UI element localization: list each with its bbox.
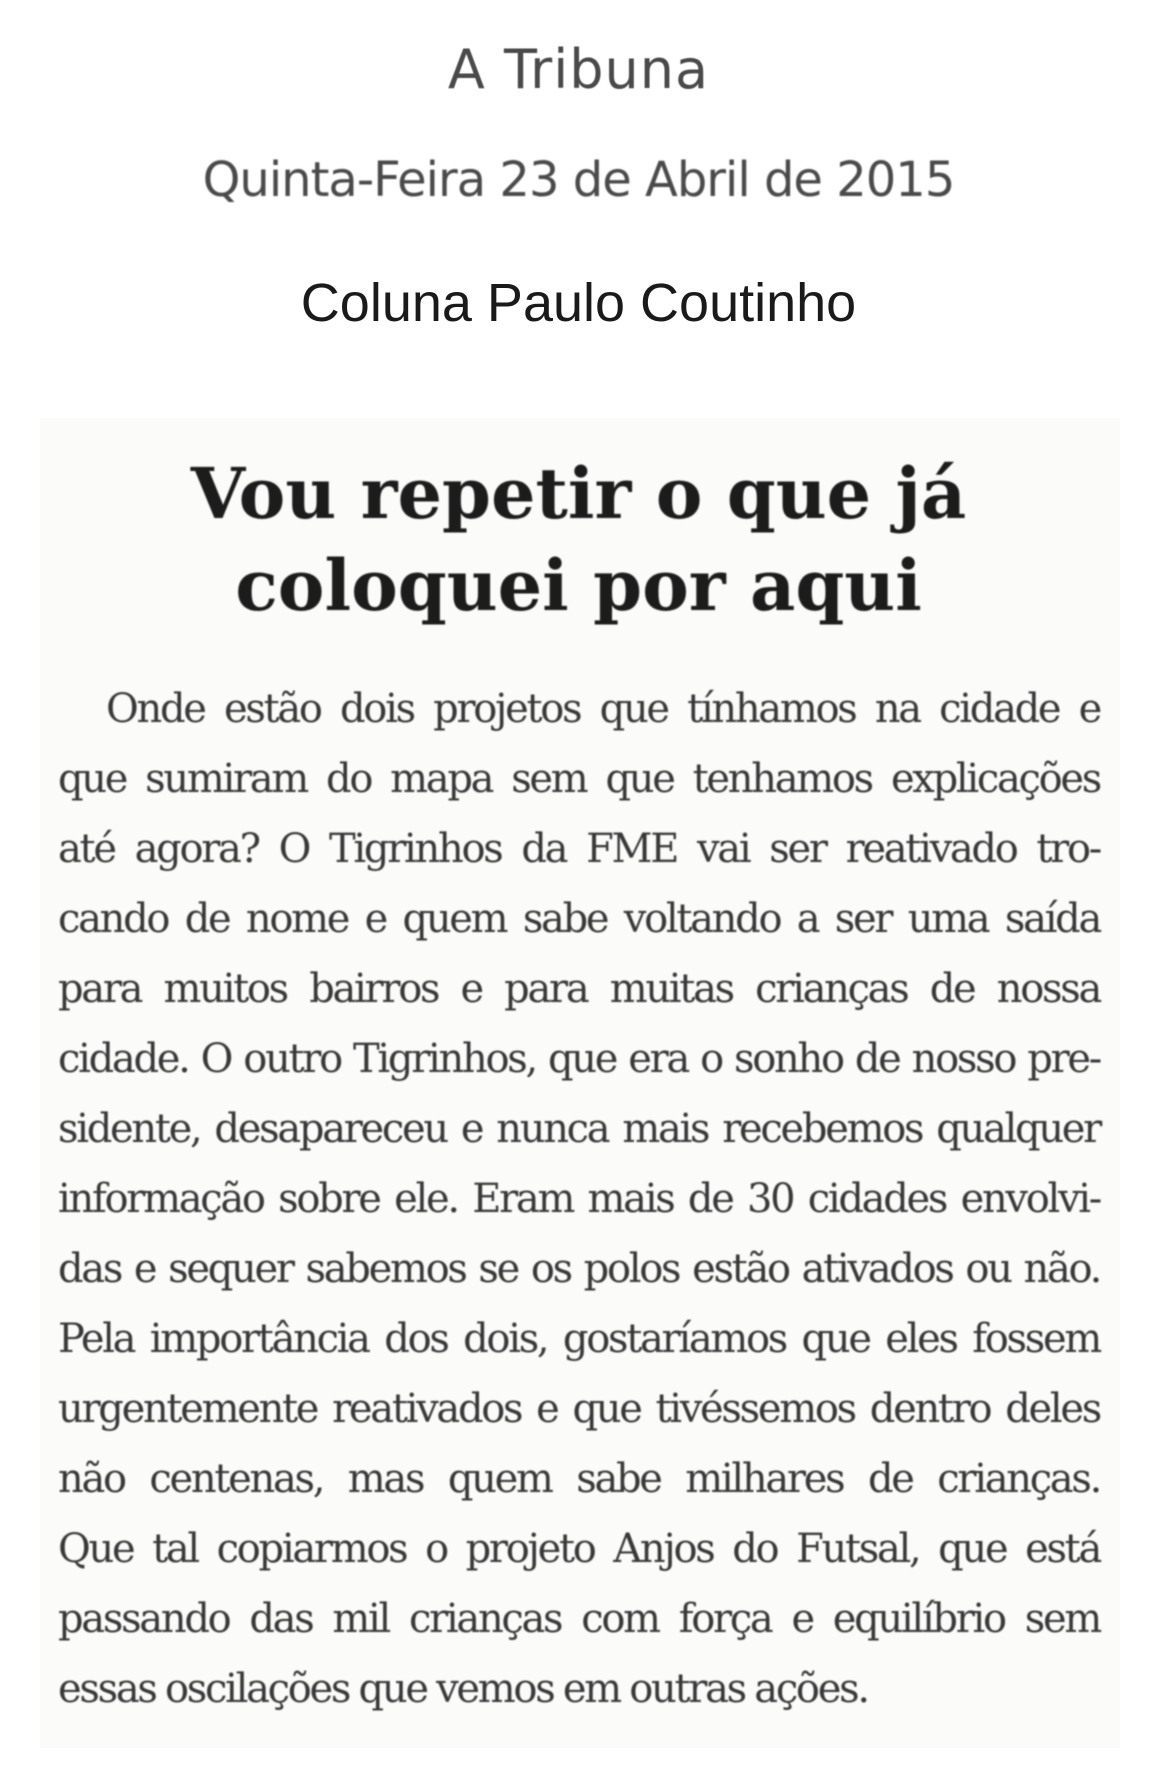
body-line: das e sequer sabemos se os polos estão ativados ou não. <box>58 1246 1100 1292</box>
article-headline <box>0 448 1157 632</box>
body-line: passando das mil crianças com força e equilíbrio sem <box>58 1596 1100 1642</box>
body-line: não centenas, mas quem sabe milhares de crianças. <box>58 1456 1100 1502</box>
headline-line: coloquei por aqui <box>235 544 922 627</box>
body-line: Onde estão dois projetos que tínhamos na cidade e <box>106 686 1100 732</box>
body-line: essas oscilações que vemos em outras ações. <box>58 1666 868 1712</box>
body-line: para muitos bairros e para muitas crianças de nossa <box>58 966 1100 1012</box>
headline-line: Vou repetir o que já <box>190 452 967 535</box>
body-line: sidente, desapareceu e nunca mais recebemos qualquer <box>58 1106 1100 1152</box>
body-line: cando de nome e quem sabe voltando a ser uma saída <box>58 896 1100 942</box>
body-line: informação sobre ele. Eram mais de 30 cidades envolvi- <box>58 1176 1100 1222</box>
body-line: até agora? O Tigrinhos da FME vai ser reativado tro- <box>58 826 1100 872</box>
publication-date: Quinta-Feira 23 de Abril de 2015 <box>202 152 955 208</box>
body-line: que sumiram do mapa sem que tenhamos explicações <box>58 756 1100 802</box>
body-line: Que tal copiarmos o projeto Anjos do Futsal, que está <box>58 1526 1100 1572</box>
newspaper-masthead: A Tribuna <box>447 38 710 101</box>
body-line: cidade. O outro Tigrinhos, que era o sonho de nosso pre- <box>58 1036 1100 1082</box>
body-line: urgentemente reativados e que tivéssemos dentro deles <box>58 1386 1100 1432</box>
body-line: Pela importância dos dois, gostaríamos que eles fossem <box>58 1316 1100 1362</box>
column-title: Coluna Paulo Coutinho <box>300 273 857 333</box>
article-body <box>58 674 1100 1724</box>
